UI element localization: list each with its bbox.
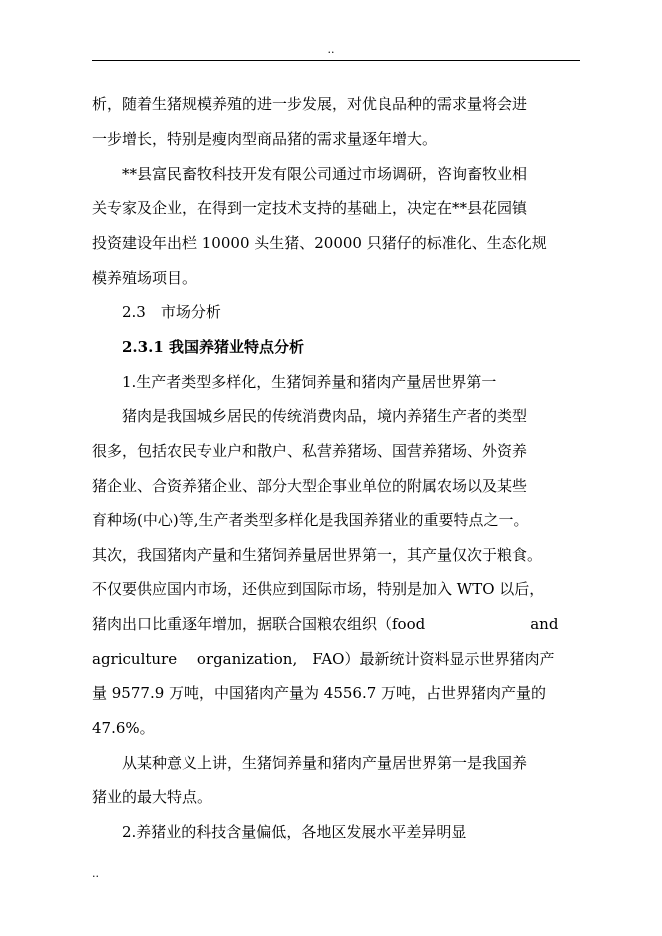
text-line-9: 1.生产者类型多样化，生猪饲养量和猪肉产量居世界第一 <box>122 373 497 391</box>
text-line-15: 不仅要供应国内市场，还供应到国际市场，特别是加入 WTO 以后， <box>92 580 545 598</box>
text-line-14: 其次，我国猪肉产量和生猪饲养量居世界第一，其产量仅次于粮食。 <box>92 546 543 564</box>
text-line-22: 2.养猪业的科技含量偏低，各地区发展水平差异明显 <box>122 823 467 841</box>
text-line-11: 很多，包括农民专业户和散户、私营养猪场、国营养猪场、外资养 <box>92 442 528 460</box>
text-line-19: 47.6%。 <box>92 719 155 737</box>
text-line-20: 从某种意义上讲，生猪饲养量和猪肉产量居世界第一是我国养 <box>122 754 528 772</box>
section-heading-2-3-1: 2.3.1 我国养猪业特点分析 <box>122 338 304 356</box>
text-line-10: 猪肉是我国城乡居民的传统消费肉品，境内养猪生产者的类型 <box>122 407 528 425</box>
text-line-18: 量 9577.9 万吨，中国猪肉产量为 4556.7 万吨，占世界猪肉产量的 <box>92 684 547 702</box>
text-line-16: 猪肉出口比重逐年增加，据联合国粮农组织（food and <box>92 615 559 633</box>
text-line-3: **县富民畜牧科技开发有限公司通过市场调研，咨询畜牧业相 <box>122 165 528 183</box>
text-line-12: 猪企业、合资养猪企业、部分大型企事业单位的附属农场以及某些 <box>92 477 528 495</box>
text-line-21: 猪业的最大特点。 <box>92 788 213 806</box>
section-heading-2-3: 2.3 市场分析 <box>122 303 221 321</box>
text-line-5: 投资建设年出栏 10000 头生猪、20000 只猪仔的标准化、生态化规 <box>92 234 547 252</box>
text-line-2: 一步增长，特别是瘦肉型商品猪的需求量逐年增大。 <box>92 130 438 148</box>
header-rule <box>92 60 580 61</box>
text-line-17: agriculture organization, FAO）最新统计资料显示世界猪肉产 <box>92 650 555 668</box>
text-line-6: 模养殖场项目。 <box>92 269 198 287</box>
text-line-13: 育种场(中心)等,生产者类型多样化是我国养猪业的重要特点之一。 <box>92 511 529 529</box>
text-line-1: 析，随着生猪规模养殖的进一步发展，对优良品种的需求量将会进 <box>92 95 528 113</box>
header-mark: .. <box>327 43 335 56</box>
footer-mark: .. <box>92 867 99 880</box>
text-line-4: 关专家及企业，在得到一定技术支持的基础上，决定在**县花园镇 <box>92 199 528 217</box>
